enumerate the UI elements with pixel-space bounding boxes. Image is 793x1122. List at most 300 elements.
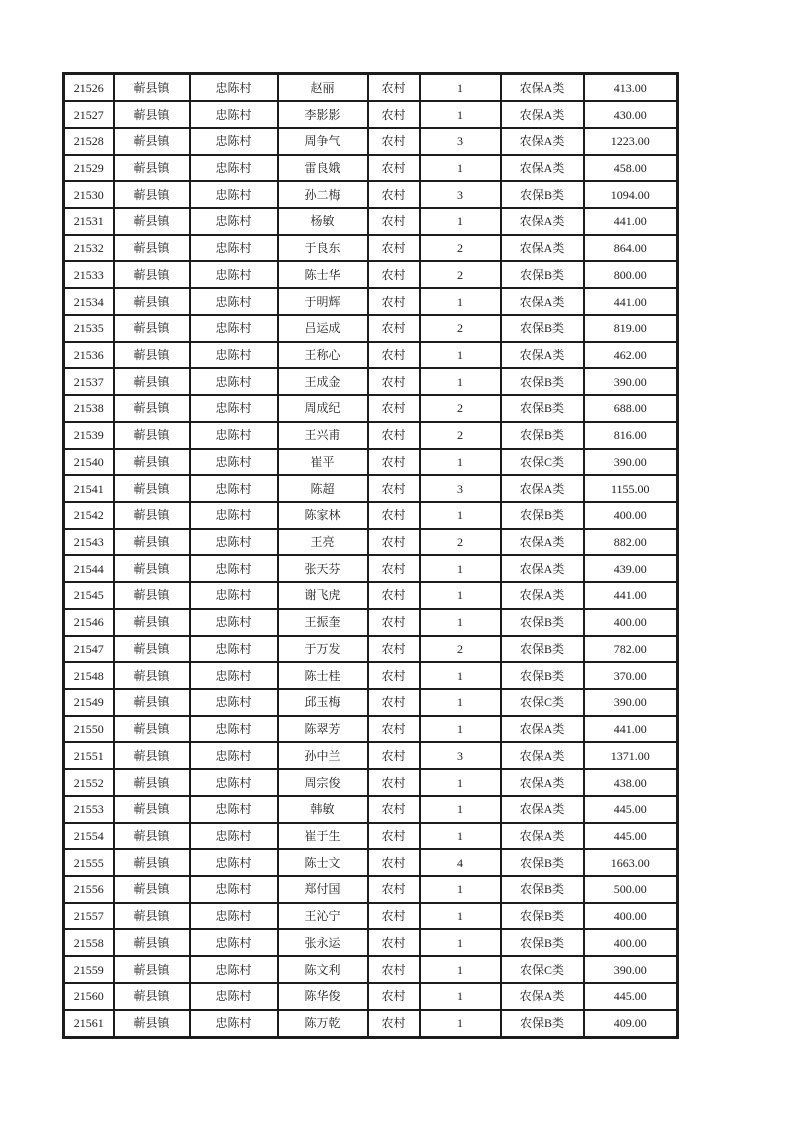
cell-residence-type: 农村 [368,101,420,128]
cell-residence-type: 农村 [368,769,420,796]
cell-record-id: 21539 [64,422,114,449]
cell-village: 忠陈村 [190,155,278,182]
table-row [64,983,678,1010]
cell-name: 于明辉 [278,288,368,315]
cell-amount: 370.00 [584,662,678,689]
cell-village: 忠陈村 [190,288,278,315]
table-row [64,769,678,796]
cell-name: 谢飞虎 [278,582,368,609]
cell-insurance-category: 农保A类 [501,74,584,102]
cell-town: 蕲县镇 [114,368,190,395]
cell-name: 张永运 [278,929,368,956]
cell-amount: 439.00 [584,555,678,582]
cell-town: 蕲县镇 [114,529,190,556]
cell-name: 吕运成 [278,315,368,342]
cell-insurance-category: 农保B类 [501,422,584,449]
cell-record-id: 21547 [64,636,114,663]
cell-residence-type: 农村 [368,475,420,502]
cell-amount: 1663.00 [584,849,678,876]
cell-town: 蕲县镇 [114,849,190,876]
table-row [64,555,678,582]
table-row [64,876,678,903]
cell-town: 蕲县镇 [114,315,190,342]
cell-village: 忠陈村 [190,208,278,235]
cell-residence-type: 农村 [368,929,420,956]
cell-person-count: 1 [420,288,501,315]
cell-town: 蕲县镇 [114,128,190,155]
cell-amount: 400.00 [584,609,678,636]
cell-town: 蕲县镇 [114,1010,190,1038]
cell-village: 忠陈村 [190,395,278,422]
cell-name: 韩敏 [278,796,368,823]
cell-insurance-category: 农保C类 [501,689,584,716]
cell-insurance-category: 农保C类 [501,956,584,983]
cell-town: 蕲县镇 [114,716,190,743]
cell-town: 蕲县镇 [114,449,190,476]
cell-person-count: 2 [420,261,501,288]
cell-residence-type: 农村 [368,502,420,529]
cell-record-id: 21553 [64,796,114,823]
cell-residence-type: 农村 [368,742,420,769]
table-row [64,449,678,476]
cell-insurance-category: 农保B类 [501,662,584,689]
table-row [64,742,678,769]
table-row [64,74,678,102]
cell-name: 周争气 [278,128,368,155]
cell-record-id: 21551 [64,742,114,769]
cell-insurance-category: 农保A类 [501,769,584,796]
table-row [64,342,678,369]
cell-amount: 400.00 [584,903,678,930]
cell-residence-type: 农村 [368,582,420,609]
cell-village: 忠陈村 [190,1010,278,1038]
cell-village: 忠陈村 [190,368,278,395]
cell-town: 蕲县镇 [114,181,190,208]
cell-record-id: 21530 [64,181,114,208]
cell-name: 陈士文 [278,849,368,876]
cell-name: 王亮 [278,529,368,556]
cell-village: 忠陈村 [190,983,278,1010]
cell-village: 忠陈村 [190,876,278,903]
cell-insurance-category: 农保B类 [501,609,584,636]
cell-village: 忠陈村 [190,582,278,609]
cell-town: 蕲县镇 [114,769,190,796]
cell-residence-type: 农村 [368,395,420,422]
cell-person-count: 1 [420,929,501,956]
cell-record-id: 21552 [64,769,114,796]
cell-residence-type: 农村 [368,956,420,983]
table-row [64,101,678,128]
cell-insurance-category: 农保A类 [501,796,584,823]
cell-residence-type: 农村 [368,235,420,262]
cell-amount: 882.00 [584,529,678,556]
cell-amount: 819.00 [584,315,678,342]
cell-residence-type: 农村 [368,368,420,395]
cell-record-id: 21542 [64,502,114,529]
cell-residence-type: 农村 [368,342,420,369]
table-row [64,315,678,342]
table-row [64,395,678,422]
table-row [64,1010,678,1038]
cell-village: 忠陈村 [190,261,278,288]
cell-town: 蕲县镇 [114,636,190,663]
cell-name: 崔平 [278,449,368,476]
table-row [64,502,678,529]
cell-village: 忠陈村 [190,342,278,369]
table-row [64,689,678,716]
cell-residence-type: 农村 [368,288,420,315]
cell-amount: 782.00 [584,636,678,663]
cell-record-id: 21531 [64,208,114,235]
cell-record-id: 21545 [64,582,114,609]
cell-person-count: 1 [420,74,501,102]
table-row [64,529,678,556]
cell-amount: 390.00 [584,449,678,476]
table-row [64,261,678,288]
cell-amount: 445.00 [584,796,678,823]
cell-town: 蕲县镇 [114,903,190,930]
cell-village: 忠陈村 [190,689,278,716]
cell-amount: 445.00 [584,823,678,850]
cell-person-count: 4 [420,849,501,876]
cell-insurance-category: 农保B类 [501,876,584,903]
cell-insurance-category: 农保A类 [501,582,584,609]
cell-town: 蕲县镇 [114,261,190,288]
cell-name: 陈士桂 [278,662,368,689]
cell-name: 王成金 [278,368,368,395]
cell-town: 蕲县镇 [114,742,190,769]
table-row [64,128,678,155]
cell-town: 蕲县镇 [114,74,190,102]
cell-residence-type: 农村 [368,261,420,288]
cell-town: 蕲县镇 [114,502,190,529]
cell-record-id: 21546 [64,609,114,636]
cell-person-count: 1 [420,662,501,689]
cell-person-count: 2 [420,235,501,262]
cell-residence-type: 农村 [368,796,420,823]
cell-village: 忠陈村 [190,769,278,796]
cell-person-count: 1 [420,449,501,476]
cell-name: 崔于生 [278,823,368,850]
cell-residence-type: 农村 [368,128,420,155]
cell-residence-type: 农村 [368,903,420,930]
cell-residence-type: 农村 [368,208,420,235]
cell-amount: 864.00 [584,235,678,262]
cell-person-count: 3 [420,475,501,502]
cell-amount: 390.00 [584,956,678,983]
cell-person-count: 2 [420,636,501,663]
table-row [64,929,678,956]
cell-insurance-category: 农保B类 [501,261,584,288]
cell-town: 蕲县镇 [114,823,190,850]
cell-insurance-category: 农保A类 [501,983,584,1010]
cell-insurance-category: 农保B类 [501,1010,584,1038]
cell-name: 周成纪 [278,395,368,422]
cell-town: 蕲县镇 [114,155,190,182]
cell-record-id: 21548 [64,662,114,689]
cell-amount: 413.00 [584,74,678,102]
cell-record-id: 21544 [64,555,114,582]
table-row [64,288,678,315]
cell-record-id: 21561 [64,1010,114,1038]
cell-insurance-category: 农保A类 [501,475,584,502]
cell-record-id: 21560 [64,983,114,1010]
cell-record-id: 21526 [64,74,114,102]
cell-person-count: 1 [420,956,501,983]
cell-village: 忠陈村 [190,796,278,823]
cell-insurance-category: 农保B类 [501,849,584,876]
cell-insurance-category: 农保B类 [501,368,584,395]
cell-person-count: 1 [420,876,501,903]
cell-name: 王称心 [278,342,368,369]
cell-village: 忠陈村 [190,502,278,529]
cell-town: 蕲县镇 [114,208,190,235]
table-row [64,422,678,449]
cell-amount: 1094.00 [584,181,678,208]
cell-insurance-category: 农保B类 [501,181,584,208]
cell-insurance-category: 农保A类 [501,742,584,769]
cell-name: 于万发 [278,636,368,663]
cell-residence-type: 农村 [368,181,420,208]
cell-amount: 441.00 [584,288,678,315]
table-row [64,368,678,395]
cell-person-count: 2 [420,529,501,556]
cell-name: 邱玉梅 [278,689,368,716]
table-row [64,716,678,743]
cell-insurance-category: 农保A类 [501,288,584,315]
cell-residence-type: 农村 [368,155,420,182]
cell-record-id: 21559 [64,956,114,983]
cell-town: 蕲县镇 [114,929,190,956]
cell-village: 忠陈村 [190,662,278,689]
cell-name: 李影影 [278,101,368,128]
cell-town: 蕲县镇 [114,101,190,128]
cell-insurance-category: 农保B类 [501,395,584,422]
cell-person-count: 1 [420,983,501,1010]
cell-record-id: 21534 [64,288,114,315]
cell-residence-type: 农村 [368,609,420,636]
cell-name: 杨敏 [278,208,368,235]
cell-amount: 441.00 [584,208,678,235]
cell-name: 陈家林 [278,502,368,529]
table-row [64,823,678,850]
cell-village: 忠陈村 [190,128,278,155]
table-row [64,662,678,689]
cell-insurance-category: 农保B类 [501,903,584,930]
cell-town: 蕲县镇 [114,609,190,636]
cell-village: 忠陈村 [190,74,278,102]
cell-person-count: 1 [420,155,501,182]
cell-person-count: 1 [420,368,501,395]
cell-person-count: 1 [420,796,501,823]
cell-town: 蕲县镇 [114,395,190,422]
cell-town: 蕲县镇 [114,662,190,689]
cell-town: 蕲县镇 [114,983,190,1010]
cell-record-id: 21541 [64,475,114,502]
cell-insurance-category: 农保B类 [501,636,584,663]
cell-name: 赵丽 [278,74,368,102]
table-row [64,181,678,208]
cell-person-count: 1 [420,903,501,930]
cell-record-id: 21537 [64,368,114,395]
cell-name: 王振奎 [278,609,368,636]
cell-person-count: 2 [420,395,501,422]
cell-person-count: 1 [420,342,501,369]
cell-residence-type: 农村 [368,529,420,556]
cell-amount: 800.00 [584,261,678,288]
cell-record-id: 21538 [64,395,114,422]
cell-town: 蕲县镇 [114,876,190,903]
cell-insurance-category: 农保A类 [501,823,584,850]
cell-name: 于良东 [278,235,368,262]
cell-village: 忠陈村 [190,609,278,636]
cell-record-id: 21532 [64,235,114,262]
cell-person-count: 1 [420,582,501,609]
cell-insurance-category: 农保A类 [501,555,584,582]
cell-residence-type: 农村 [368,636,420,663]
cell-residence-type: 农村 [368,849,420,876]
table-row [64,155,678,182]
cell-town: 蕲县镇 [114,956,190,983]
insurance-roster-table-container [62,72,678,1039]
cell-residence-type: 农村 [368,1010,420,1038]
cell-town: 蕲县镇 [114,582,190,609]
table-body [64,74,678,1038]
cell-person-count: 3 [420,181,501,208]
cell-amount: 458.00 [584,155,678,182]
cell-insurance-category: 农保A类 [501,716,584,743]
table-row [64,582,678,609]
cell-village: 忠陈村 [190,742,278,769]
cell-amount: 400.00 [584,502,678,529]
cell-insurance-category: 农保B类 [501,929,584,956]
cell-village: 忠陈村 [190,422,278,449]
cell-village: 忠陈村 [190,823,278,850]
cell-person-count: 1 [420,208,501,235]
cell-name: 郑付国 [278,876,368,903]
cell-town: 蕲县镇 [114,342,190,369]
cell-record-id: 21533 [64,261,114,288]
cell-residence-type: 农村 [368,876,420,903]
cell-insurance-category: 农保A类 [501,342,584,369]
cell-residence-type: 农村 [368,422,420,449]
cell-record-id: 21536 [64,342,114,369]
cell-amount: 390.00 [584,368,678,395]
cell-amount: 688.00 [584,395,678,422]
cell-town: 蕲县镇 [114,288,190,315]
cell-town: 蕲县镇 [114,796,190,823]
table-row [64,636,678,663]
cell-name: 陈超 [278,475,368,502]
cell-amount: 1155.00 [584,475,678,502]
cell-residence-type: 农村 [368,74,420,102]
cell-insurance-category: 农保A类 [501,128,584,155]
cell-amount: 441.00 [584,716,678,743]
cell-village: 忠陈村 [190,101,278,128]
table-row [64,796,678,823]
cell-amount: 409.00 [584,1010,678,1038]
cell-record-id: 21558 [64,929,114,956]
table-row [64,903,678,930]
cell-record-id: 21550 [64,716,114,743]
cell-insurance-category: 农保A类 [501,235,584,262]
cell-person-count: 1 [420,716,501,743]
table-row [64,208,678,235]
cell-name: 雷良娥 [278,155,368,182]
cell-amount: 438.00 [584,769,678,796]
table-row [64,849,678,876]
cell-person-count: 1 [420,689,501,716]
cell-record-id: 21535 [64,315,114,342]
cell-amount: 462.00 [584,342,678,369]
cell-person-count: 1 [420,101,501,128]
cell-record-id: 21528 [64,128,114,155]
table-row [64,235,678,262]
cell-insurance-category: 农保A类 [501,101,584,128]
cell-insurance-category: 农保A类 [501,529,584,556]
cell-town: 蕲县镇 [114,555,190,582]
cell-village: 忠陈村 [190,849,278,876]
cell-name: 孙中兰 [278,742,368,769]
cell-insurance-category: 农保B类 [501,502,584,529]
table-row [64,475,678,502]
cell-name: 陈翠芳 [278,716,368,743]
cell-name: 陈万乾 [278,1010,368,1038]
cell-residence-type: 农村 [368,689,420,716]
cell-village: 忠陈村 [190,929,278,956]
cell-insurance-category: 农保A类 [501,155,584,182]
cell-town: 蕲县镇 [114,475,190,502]
cell-record-id: 21549 [64,689,114,716]
cell-residence-type: 农村 [368,716,420,743]
cell-amount: 390.00 [584,689,678,716]
cell-person-count: 1 [420,823,501,850]
cell-residence-type: 农村 [368,662,420,689]
cell-village: 忠陈村 [190,555,278,582]
cell-town: 蕲县镇 [114,235,190,262]
cell-village: 忠陈村 [190,475,278,502]
cell-record-id: 21556 [64,876,114,903]
cell-village: 忠陈村 [190,529,278,556]
cell-record-id: 21555 [64,849,114,876]
cell-person-count: 1 [420,1010,501,1038]
cell-person-count: 3 [420,742,501,769]
cell-person-count: 2 [420,422,501,449]
cell-name: 陈文利 [278,956,368,983]
table-row [64,609,678,636]
table-row [64,956,678,983]
cell-name: 陈华俊 [278,983,368,1010]
cell-person-count: 1 [420,609,501,636]
cell-insurance-category: 农保A类 [501,208,584,235]
insurance-roster-table [62,72,679,1039]
cell-record-id: 21554 [64,823,114,850]
cell-name: 周宗俊 [278,769,368,796]
cell-record-id: 21543 [64,529,114,556]
cell-person-count: 1 [420,769,501,796]
cell-record-id: 21540 [64,449,114,476]
cell-amount: 400.00 [584,929,678,956]
cell-village: 忠陈村 [190,716,278,743]
cell-amount: 500.00 [584,876,678,903]
cell-amount: 441.00 [584,582,678,609]
cell-insurance-category: 农保B类 [501,315,584,342]
cell-village: 忠陈村 [190,903,278,930]
cell-residence-type: 农村 [368,823,420,850]
cell-record-id: 21527 [64,101,114,128]
cell-insurance-category: 农保C类 [501,449,584,476]
cell-amount: 816.00 [584,422,678,449]
